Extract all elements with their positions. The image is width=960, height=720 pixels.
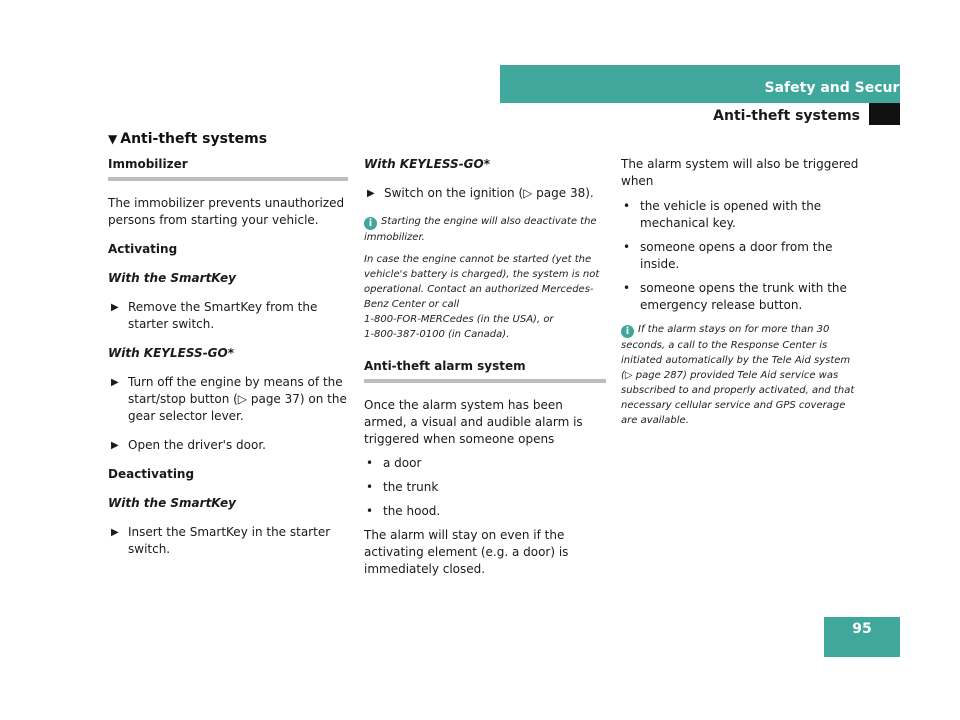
list-item: • someone opens the trunk with the emergency release button.: [623, 281, 847, 312]
column-3: [621, 152, 863, 435]
list-item: • someone opens a door from the inside.: [623, 240, 833, 271]
page-number-box: [824, 617, 900, 657]
step-switch-on-ignition: [364, 185, 606, 202]
immobilizer-heading: Immobilizer: [108, 156, 348, 181]
right-triangle-arrow-icon: ▶: [367, 188, 375, 199]
immobilizer-intro: The immobilizer prevents unauthorized persons from starting your vehicle.: [108, 196, 345, 227]
with-keyless-label: With KEYLESS-GO*: [364, 157, 490, 171]
list-item: • a door: [366, 456, 422, 470]
info-icon: i: [621, 325, 634, 338]
step-turn-off-engine: [108, 374, 348, 425]
bullet-dot-icon: •: [623, 199, 631, 213]
bullet-dot-icon: •: [366, 504, 374, 518]
column-2: [364, 152, 606, 590]
step-text: Turn off the engine by means of the start/stop button (▷ page 37) on the gear selector lever.: [128, 375, 347, 423]
note-text: If the alarm stays on for more than 30 seconds, a call to the Response Center is initiated automatically by the Tele Aid system (▷ page 287) provided Tele Aid service was subscribed to and properly activated, and that necessary cellular service and GPS coverage are available.: [621, 324, 855, 426]
alarm-heading: Anti-theft alarm system: [364, 358, 606, 383]
column-1: [108, 152, 348, 570]
section-title: Safety and Security: [764, 80, 920, 96]
list-item: • the trunk: [366, 480, 439, 494]
activating-heading: Activating: [108, 242, 178, 256]
with-smartkey-label: With the SmartKey: [108, 271, 236, 285]
subsection-title: Anti-theft systems: [713, 108, 860, 124]
note-text: Starting the engine will also deactivate the immobilizer.: [364, 216, 597, 243]
step-text: Open the driver's door.: [128, 438, 266, 452]
trigger-intro: The alarm system will also be triggered when: [621, 157, 859, 188]
step-text: Remove the SmartKey from the starter switch.: [128, 300, 318, 331]
bullet-dot-icon: •: [623, 240, 631, 254]
bullet-dot-icon: •: [366, 456, 374, 470]
page-title: [108, 131, 267, 147]
bullet-dot-icon: •: [366, 480, 374, 494]
thumb-tab-marker: [869, 103, 900, 125]
list-item: • the vehicle is opened with the mechanical key.: [623, 199, 822, 230]
deactivating-heading: Deactivating: [108, 467, 195, 481]
page-title-text: Anti-theft systems: [120, 131, 268, 147]
info-icon: i: [364, 217, 377, 230]
step-text: Switch on the ignition (▷ page 38).: [384, 186, 594, 200]
step-text: Insert the SmartKey in the starter switch.: [128, 525, 331, 556]
alarm-intro: Once the alarm system has been armed, a visual and audible alarm is triggered when someone opens: [364, 398, 583, 446]
step-remove-smartkey: [108, 299, 348, 333]
bullet-dot-icon: •: [623, 281, 631, 295]
triangle-down-icon: ▼: [108, 132, 118, 146]
info-note: [364, 214, 606, 245]
list-item: • the hood.: [366, 504, 441, 518]
page-number: 95: [852, 621, 872, 637]
right-triangle-arrow-icon: ▶: [111, 440, 119, 451]
right-triangle-arrow-icon: ▶: [111, 527, 119, 538]
with-smartkey-label: With the SmartKey: [108, 496, 236, 510]
right-triangle-arrow-icon: ▶: [111, 302, 119, 313]
step-open-door: [108, 437, 348, 454]
with-keyless-label: With KEYLESS-GO*: [108, 346, 234, 360]
info-note-contact: In case the engine cannot be started (yet the vehicle's battery is charged), the system is not operational. Contact an authorized Mercedes-Benz Center or call 1-800-FOR-MERCedes (in the USA), or 1-800-387-0100 (in Canada).: [364, 254, 600, 340]
step-insert-smartkey: [108, 524, 348, 558]
right-triangle-arrow-icon: ▶: [111, 377, 119, 388]
alarm-stay-text: The alarm will stay on even if the activating element (e.g. a door) is immediately closed.: [364, 528, 569, 576]
info-note-tele-aid: [621, 322, 863, 428]
